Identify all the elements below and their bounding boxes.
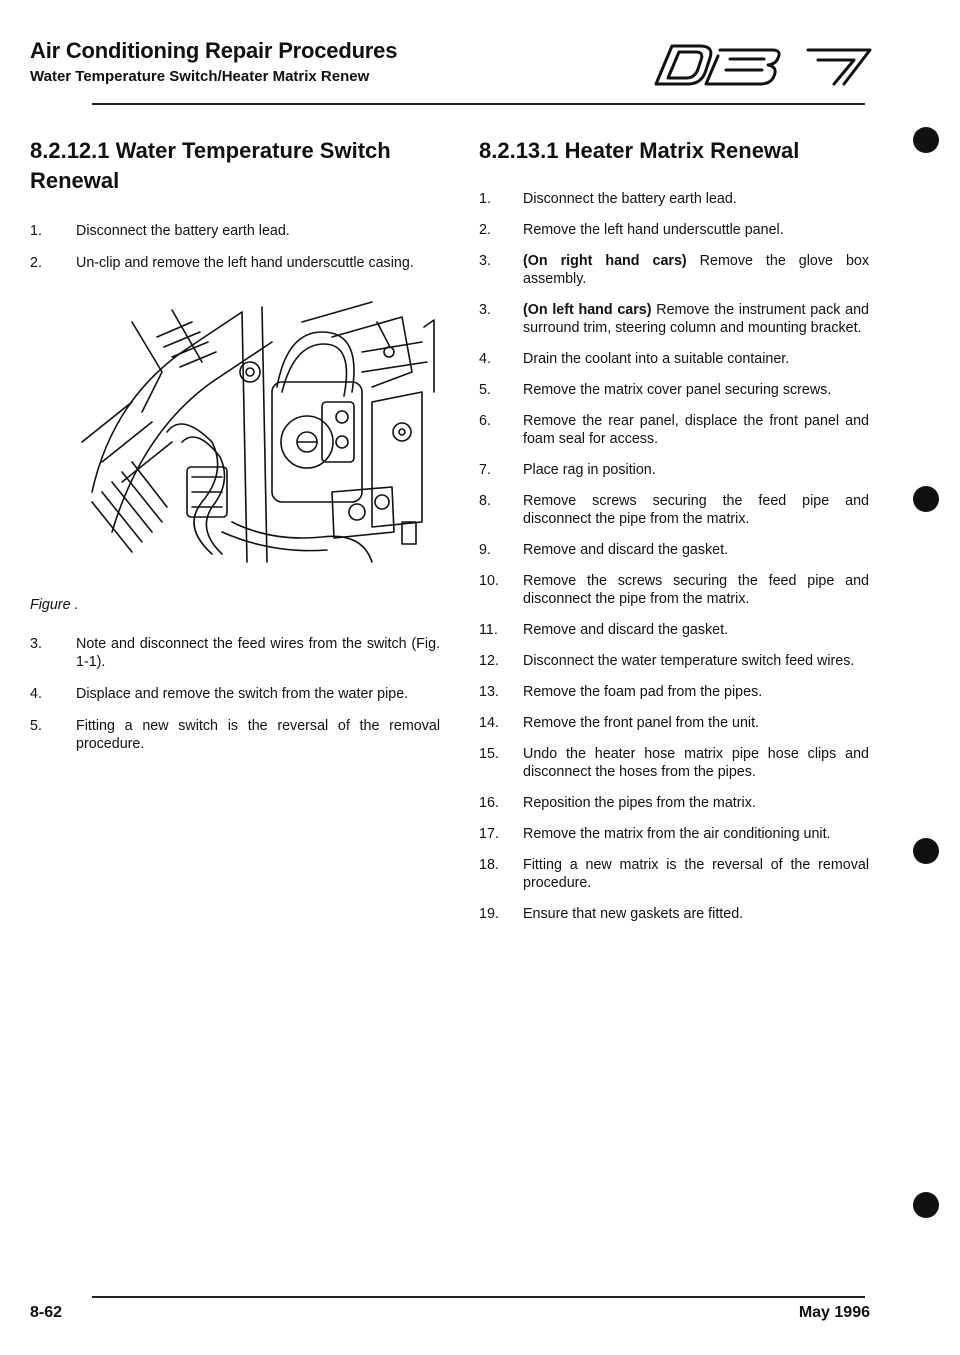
- step-text: Fitting a new switch is the reversal of the removal procedure.: [76, 718, 440, 752]
- step-text: Place rag in position.: [523, 462, 656, 478]
- step-condition: (On left hand cars): [523, 302, 652, 318]
- step-text: Remove the matrix from the air conditioning unit.: [523, 826, 831, 842]
- step-text: [523, 301, 869, 337]
- switch-steps-before: [30, 222, 440, 272]
- step-text-rest: Remove the glove box assembly.: [523, 253, 869, 287]
- step-number: 18.: [479, 857, 499, 873]
- list-item: [479, 492, 869, 528]
- list-item: [479, 572, 869, 608]
- step-number: 4.: [30, 686, 42, 702]
- step-number: 1.: [30, 223, 42, 239]
- footer-rule: [92, 1296, 865, 1298]
- binder-hole: [913, 838, 939, 864]
- list-item: [479, 856, 869, 892]
- db7-logo: [648, 40, 878, 88]
- step-condition: (On right hand cars): [523, 253, 687, 269]
- list-item: [479, 190, 869, 208]
- list-item: [479, 350, 869, 368]
- step-text: Disconnect the battery earth lead.: [76, 223, 290, 239]
- list-item: [479, 683, 869, 701]
- step-text: Remove the rear panel, displace the front panel and foam seal for access.: [523, 413, 869, 447]
- list-item: [30, 222, 440, 240]
- step-text-rest: Remove the instrument pack and surround trim, steering column and mounting bracket.: [523, 302, 869, 336]
- list-item: [479, 252, 869, 288]
- list-item: [30, 685, 440, 703]
- list-item: [479, 541, 869, 559]
- right-column: [479, 136, 869, 936]
- switch-renewal-heading: 8.2.12.1 Water Temperature Switch Renewal: [30, 138, 391, 193]
- list-item: [30, 717, 440, 753]
- step-number: 5.: [30, 718, 42, 734]
- switch-steps-after: [30, 635, 440, 753]
- list-item: [479, 905, 869, 923]
- step-number: 8.: [479, 493, 491, 509]
- step-number: 12.: [479, 653, 499, 669]
- step-text: Note and disconnect the feed wires from the switch (Fig. 1-1).: [76, 636, 440, 670]
- step-text: Remove the front panel from the unit.: [523, 715, 760, 731]
- list-item: [479, 381, 869, 399]
- step-text: Reposition the pipes from the matrix.: [523, 795, 756, 811]
- revision-date: May 1996: [798, 1304, 870, 1321]
- step-number: 2.: [479, 222, 491, 238]
- matrix-steps: [479, 190, 869, 923]
- step-text: Ensure that new gaskets are fitted.: [523, 906, 744, 922]
- step-number: 19.: [479, 906, 499, 922]
- binder-hole: [913, 486, 939, 512]
- list-item: [479, 745, 869, 781]
- list-item: [30, 254, 440, 272]
- figure-caption: Figure .: [30, 597, 79, 613]
- step-number: 2.: [30, 255, 42, 271]
- page-number: 8-62: [30, 1304, 63, 1321]
- water-temperature-switch-illustration: [72, 292, 442, 572]
- header-subtitle: Water Temperature Switch/Heater Matrix Renew: [30, 68, 370, 85]
- step-text: Un-clip and remove the left hand underscuttle casing.: [76, 255, 414, 271]
- step-number: 3.: [479, 253, 491, 269]
- step-number: 10.: [479, 573, 499, 589]
- list-item: [479, 714, 869, 732]
- step-number: 16.: [479, 795, 499, 811]
- step-text: Remove the foam pad from the pipes.: [523, 684, 763, 700]
- step-text: Disconnect the battery earth lead.: [523, 191, 737, 207]
- step-text: Disconnect the water temperature switch feed wires.: [523, 653, 855, 669]
- step-number: 3.: [479, 302, 491, 318]
- step-text: Drain the coolant into a suitable container.: [523, 351, 790, 367]
- step-number: 17.: [479, 826, 499, 842]
- step-number: 9.: [479, 542, 491, 558]
- step-number: 3.: [30, 636, 42, 652]
- list-item: [479, 825, 869, 843]
- list-item: [479, 221, 869, 239]
- header-rule: [92, 103, 865, 105]
- step-number: 4.: [479, 351, 491, 367]
- step-text: Remove the matrix cover panel securing screws.: [523, 382, 832, 398]
- left-column: [30, 136, 440, 767]
- matrix-renewal-heading: 8.2.13.1 Heater Matrix Renewal: [479, 138, 800, 163]
- step-number: 11.: [479, 622, 498, 638]
- list-item: [479, 652, 869, 670]
- step-number: 5.: [479, 382, 491, 398]
- list-item: [479, 412, 869, 448]
- list-item: [479, 301, 869, 337]
- step-text: Remove screws securing the feed pipe and disconnect the pipe from the matrix.: [523, 493, 869, 527]
- binder-hole: [913, 127, 939, 153]
- step-text: Remove the screws securing the feed pipe and disconnect the pipe from the matrix.: [523, 573, 869, 607]
- step-number: 13.: [479, 684, 499, 700]
- step-text: Fitting a new matrix is the reversal of the removal procedure.: [523, 857, 869, 891]
- list-item: [479, 461, 869, 479]
- step-text: Remove and discard the gasket.: [523, 542, 729, 558]
- step-number: 1.: [479, 191, 491, 207]
- header-title: Air Conditioning Repair Procedures: [30, 38, 398, 63]
- step-number: 6.: [479, 413, 491, 429]
- step-text: Remove the left hand underscuttle panel.: [523, 222, 784, 238]
- step-text: [523, 252, 869, 288]
- step-text: Displace and remove the switch from the water pipe.: [76, 686, 409, 702]
- step-number: 7.: [479, 462, 491, 478]
- list-item: [479, 621, 869, 639]
- list-item: [30, 635, 440, 671]
- step-text: Undo the heater hose matrix pipe hose clips and disconnect the hoses from the pipes.: [523, 746, 869, 780]
- list-item: [479, 794, 869, 812]
- step-text: Remove and discard the gasket.: [523, 622, 729, 638]
- binder-hole: [913, 1192, 939, 1218]
- step-number: 15.: [479, 746, 499, 762]
- step-number: 14.: [479, 715, 499, 731]
